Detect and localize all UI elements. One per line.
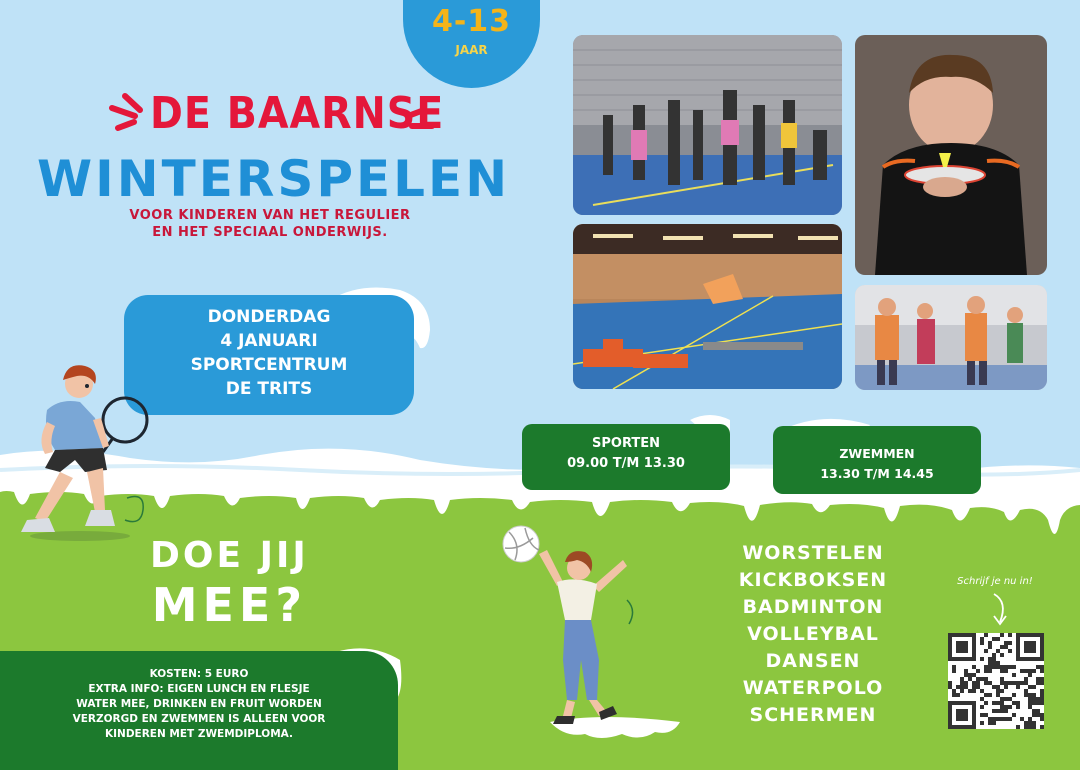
info-line2: WATER MEE, DRINKEN EN FRUIT WORDEN	[76, 698, 322, 710]
cta-line1: DOE JIJ	[150, 535, 309, 576]
photo-gym-badminton	[573, 35, 842, 215]
info-line3: VERZORGD EN ZWEMMEN IS ALLEEN VOOR	[72, 713, 326, 725]
event-day: DONDERDAG	[207, 307, 331, 327]
subtitle-line2: EN HET SPECIAAL ONDERWIJS.	[152, 225, 388, 240]
photo-sports-hall	[573, 224, 842, 389]
activity-item: SCHERMEN	[749, 704, 877, 726]
activity-item: WATERPOLO	[742, 677, 884, 699]
cta-line2: MEE?	[151, 578, 308, 632]
info-line1: EXTRA INFO: EIGEN LUNCH EN FLESJE	[88, 683, 310, 695]
activities-list	[708, 540, 918, 729]
schedule-zwemmen	[773, 426, 981, 494]
call-to-action	[150, 534, 309, 632]
age-range: 4-13	[431, 4, 512, 39]
activity-item: KICKBOKSEN	[738, 569, 888, 591]
photo-boy-shuttlecock	[855, 35, 1047, 275]
event-date: 4 JANUARI	[220, 331, 318, 351]
title-line2: WINTERSPELEN	[37, 150, 511, 208]
subtitle	[95, 207, 445, 241]
schedule-sporten-label: SPORTEN	[592, 436, 660, 451]
arrow-down-icon	[988, 592, 1012, 628]
subtitle-line1: VOOR KINDEREN VAN HET REGULIER	[129, 208, 411, 223]
age-unit: JAAR	[455, 43, 488, 57]
badminton-player-illustration	[15, 360, 165, 545]
activity-item: WORSTELEN	[742, 542, 884, 564]
signup-qr-code[interactable]	[948, 633, 1044, 729]
event-venue2: DE TRITS	[225, 379, 313, 399]
title-line1: DE BAARNSE	[150, 88, 445, 139]
schedule-zwemmen-time: 13.30 T/M 14.45	[820, 466, 934, 481]
schedule-sporten	[522, 424, 730, 490]
photo-children-playing	[855, 285, 1047, 390]
event-venue: SPORTCENTRUM	[190, 355, 348, 375]
event-info-box	[124, 295, 414, 415]
extra-info-box	[0, 651, 398, 770]
activity-item: BADMINTON	[742, 596, 884, 618]
info-line4: KINDEREN MET ZWEMDIPLOMA.	[105, 728, 293, 740]
volleyball-player-illustration	[495, 520, 645, 735]
signup-label: Schrijf je nu in!	[957, 576, 1033, 587]
info-cost: KOSTEN: 5 EURO	[149, 668, 249, 680]
activity-item: DANSEN	[765, 650, 861, 672]
schedule-sporten-time: 09.00 T/M 13.30	[567, 456, 685, 471]
activity-item: VOLLEYBAL	[747, 623, 879, 645]
schedule-zwemmen-label: ZWEMMEN	[839, 446, 915, 461]
